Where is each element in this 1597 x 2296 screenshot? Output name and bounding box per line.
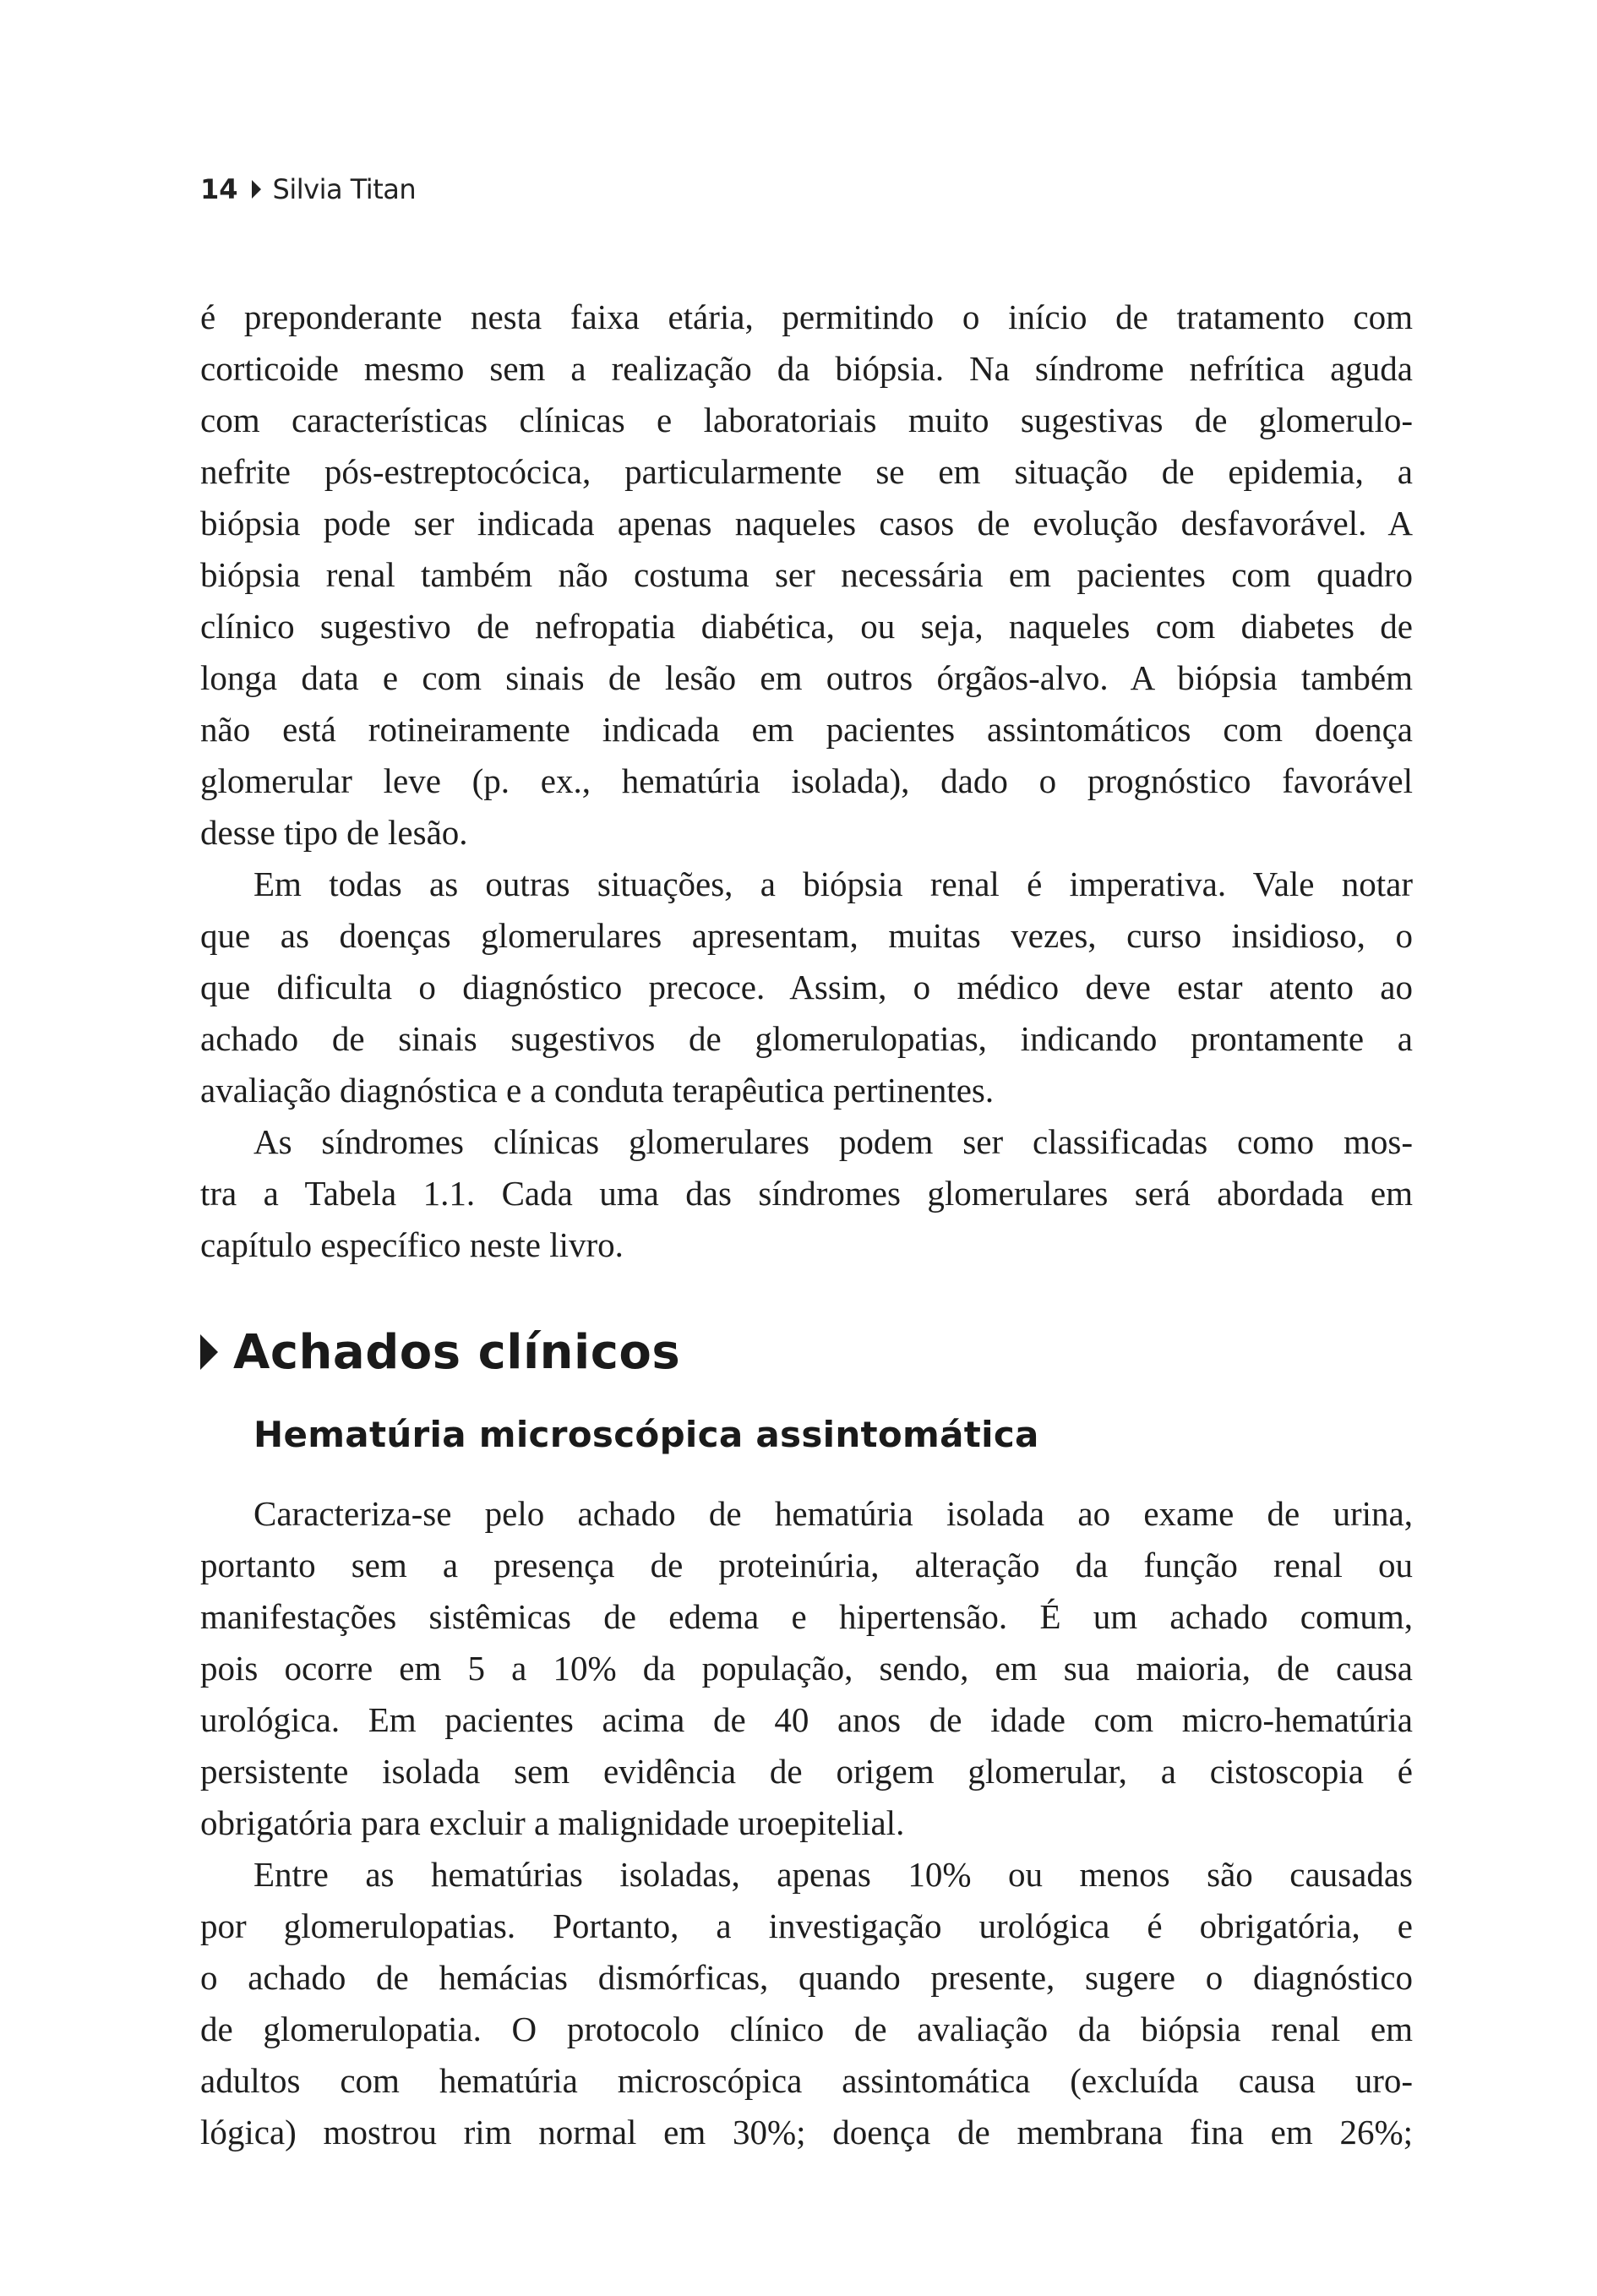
text-line: de glomerulopatia. O protocolo clínico de avaliação da biópsia renal em	[200, 2010, 1413, 2048]
text-line: adultos com hematúria microscópica assintomática (excluída causa uro-	[200, 2061, 1413, 2100]
text-line: desse tipo de lesão.	[200, 813, 468, 852]
paragraph	[200, 859, 1413, 1116]
text-line: biópsia renal também não costuma ser necessária em pacientes com quadro	[200, 555, 1413, 594]
paragraph	[200, 1116, 1413, 1271]
section-heading	[200, 1318, 680, 1386]
text-line: obrigatória para excluir a malignidade uroepitelial.	[200, 1803, 905, 1842]
body-text-block-1	[200, 292, 1413, 1271]
text-line: achado de sinais sugestivos de glomerulopatias, indicando prontamente a	[200, 1019, 1413, 1058]
paragraph	[200, 1488, 1413, 1849]
text-line: pois ocorre em 5 a 10% da população, sendo, em sua maioria, de causa	[200, 1649, 1413, 1688]
text-line: não está rotineiramente indicada em pacientes assintomáticos com doença	[200, 710, 1413, 749]
text-line: por glomerulopatias. Portanto, a investigação urológica é obrigatória, e	[200, 1906, 1413, 1945]
text-line: que dificulta o diagnóstico precoce. Assim, o médico deve estar atento ao	[200, 968, 1413, 1006]
body-text-block-2	[200, 1488, 1413, 2158]
subsection-heading: Hematúria microscópica assintomática	[253, 1413, 1039, 1455]
text-line: biópsia pode ser indicada apenas naqueles casos de evolução desfavorável. A	[200, 504, 1413, 543]
text-line: lógica) mostrou rim normal em 30%; doença de membrana fina em 26%;	[200, 2113, 1413, 2151]
text-line: Em todas as outras situações, a biópsia renal é imperativa. Vale notar	[253, 864, 1413, 903]
section-heading-text: Achados clínicos	[233, 1324, 681, 1380]
paragraph	[200, 1849, 1413, 2158]
arrow-right-icon	[200, 1334, 218, 1370]
arrow-right-icon	[252, 180, 261, 199]
text-line: persistente isolada sem evidência de origem glomerular, a cistoscopia é	[200, 1752, 1413, 1791]
text-line: Caracteriza-se pelo achado de hematúria isolada ao exame de urina,	[253, 1494, 1413, 1533]
text-line: é preponderante nesta faixa etária, permitindo o início de tratamento com	[200, 297, 1413, 336]
text-line: urológica. Em pacientes acima de 40 anos de idade com micro-hematúria	[200, 1700, 1413, 1739]
text-line: portanto sem a presença de proteinúria, alteração da função renal ou	[200, 1546, 1413, 1584]
text-line: tra a Tabela 1.1. Cada uma das síndromes glomerulares será abordada em	[200, 1174, 1413, 1213]
text-line: avaliação diagnóstica e a conduta terapêutica pertinentes.	[200, 1071, 995, 1110]
text-line: As síndromes clínicas glomerulares podem ser classificadas como mos-	[253, 1122, 1413, 1161]
text-line: com características clínicas e laboratoriais muito sugestivas de glomerulo-	[200, 401, 1413, 439]
paragraph	[200, 292, 1413, 859]
text-line: que as doenças glomerulares apresentam, muitas vezes, curso insidioso, o	[200, 916, 1413, 955]
text-line: capítulo específico neste livro.	[200, 1225, 624, 1264]
page-number: 14	[200, 173, 238, 205]
text-line: o achado de hemácias dismórficas, quando presente, sugere o diagnóstico	[200, 1958, 1413, 1997]
text-line: manifestações sistêmicas de edema e hipertensão. É um achado comum,	[200, 1597, 1413, 1636]
text-line: Entre as hematúrias isoladas, apenas 10% ou menos são causadas	[253, 1855, 1413, 1894]
text-line: glomerular leve (p. ex., hematúria isolada), dado o prognóstico favorável	[200, 761, 1413, 800]
text-line: nefrite pós-estreptocócica, particularmente se em situação de epidemia, a	[200, 452, 1413, 491]
text-line: longa data e com sinais de lesão em outros órgãos-alvo. A biópsia também	[200, 658, 1413, 697]
running-header	[200, 169, 416, 210]
running-header-author: Silvia Titan	[272, 173, 417, 205]
text-line: corticoide mesmo sem a realização da biópsia. Na síndrome nefrítica aguda	[200, 349, 1413, 388]
text-line: clínico sugestivo de nefropatia diabética, ou seja, naqueles com diabetes de	[200, 607, 1413, 646]
